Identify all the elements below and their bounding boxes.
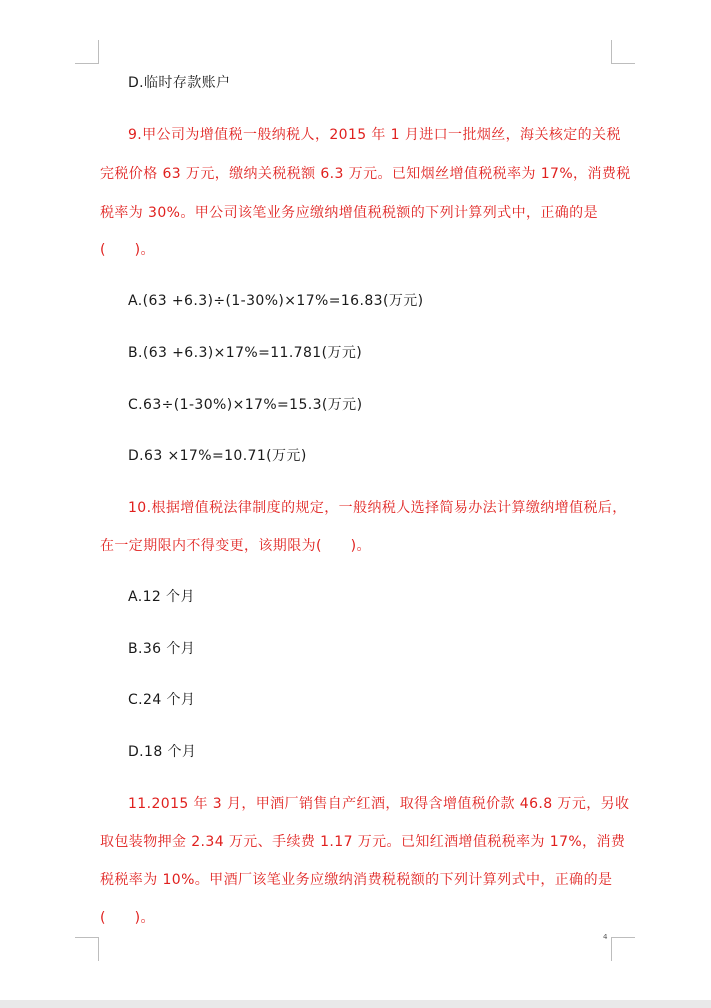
page-bottom-edge: [0, 1000, 711, 1008]
option-b-q9: B.(63 +6.3)×17%=11.781(万元): [128, 345, 363, 361]
question-9-line-4: ( )。: [100, 242, 155, 258]
question-9-line-1: 9.甲公司为增值税一般纳税人，2015 年 1 月进口一批烟丝，海关核定的关税: [128, 127, 621, 143]
question-10-line-2: 在一定期限内不得变更，该期限为( )。: [100, 538, 371, 554]
question-9-line-3: 税率为 30%。甲公司该笔业务应缴纳增值税税额的下列计算列式中，正确的是: [100, 205, 598, 221]
crop-mark-bottom-right: [611, 937, 612, 961]
question-10-line-1: 10.根据增值税法律制度的规定，一般纳税人选择简易办法计算缴纳增值税后，: [128, 500, 627, 516]
crop-mark-top-left: [98, 40, 99, 64]
crop-mark-top-left-h: [75, 63, 99, 64]
option-a-q10: A.12 个月: [128, 589, 195, 605]
option-c-q9: C.63÷(1-30%)×17%=15.3(万元): [128, 397, 363, 413]
page-number: 4: [603, 933, 608, 941]
question-11-line-2: 取包装物押金 2.34 万元、手续费 1.17 万元。已知红酒增值税税率为 17%，消费: [100, 834, 626, 850]
crop-mark-bottom-left-h: [75, 937, 99, 938]
option-a-q9: A.(63 +6.3)÷(1-30%)×17%=16.83(万元): [128, 293, 424, 309]
crop-mark-top-right-h: [611, 63, 635, 64]
crop-mark-bottom-left: [98, 937, 99, 961]
question-9-line-2: 完税价格 63 万元，缴纳关税税额 6.3 万元。已知烟丝增值税税率为 17%，消费税: [100, 166, 631, 182]
question-11-line-4: ( )。: [100, 910, 155, 926]
option-d-q10: D.18 个月: [128, 744, 197, 760]
question-11-line-1: 11.2015 年 3 月，甲酒厂销售自产红酒，取得含增值税价款 46.8 万元，另收: [128, 796, 630, 812]
option-d-q8: D.临时存款账户: [128, 75, 231, 91]
option-d-q9: D.63 ×17%=10.71(万元): [128, 448, 307, 464]
crop-mark-top-right: [611, 40, 612, 64]
option-c-q10: C.24 个月: [128, 692, 196, 708]
crop-mark-bottom-right-h: [611, 937, 635, 938]
option-b-q10: B.36 个月: [128, 641, 196, 657]
question-11-line-3: 税税率为 10%。甲酒厂该笔业务应缴纳消费税税额的下列计算列式中，正确的是: [100, 872, 613, 888]
